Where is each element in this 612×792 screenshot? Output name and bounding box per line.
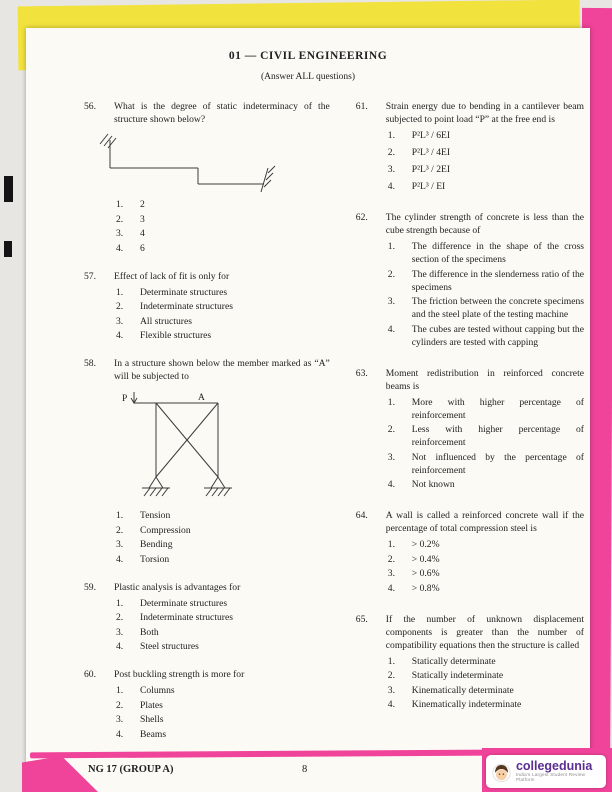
option (116, 329, 330, 342)
question-number: 57. (84, 270, 96, 282)
logo-text (516, 760, 601, 783)
option-number: 2. (387, 268, 395, 280)
option-label: Kinematically indeterminate (411, 699, 522, 710)
option-number: 4. (387, 181, 395, 192)
left-column (84, 100, 330, 756)
option-number: 3. (387, 164, 395, 175)
option-number: 1. (387, 130, 395, 141)
option-label: Not influenced by the percentage of reinforcement (411, 451, 584, 476)
option-number: 2. (116, 301, 124, 312)
option-number: 2. (387, 670, 395, 681)
options-63 (388, 396, 584, 492)
option-label: Kinematically determinate (411, 684, 514, 696)
option (116, 611, 330, 624)
option (116, 286, 330, 299)
option-label: P²L³ / 6EI (411, 130, 451, 141)
option (116, 684, 330, 697)
option-label: The difference in the slenderness ratio of the specimens (411, 268, 584, 293)
question-number: 61. (355, 101, 368, 112)
option-number: 4. (116, 330, 124, 341)
option-label: > 0.2% (411, 539, 440, 550)
option-number: 3. (116, 626, 124, 638)
option-number: 2. (116, 699, 124, 711)
option-label: 6 (140, 242, 145, 254)
scan-artifact-mark (4, 176, 13, 202)
option-number: 2. (116, 213, 124, 225)
option-label: Plates (140, 699, 163, 711)
option-number: 4. (116, 242, 124, 254)
option (116, 699, 330, 712)
option (116, 524, 330, 537)
option-number: 3. (387, 684, 395, 696)
option-number: 4. (387, 582, 395, 594)
question-number: 64. (355, 510, 368, 521)
option-label: 4 (140, 228, 145, 239)
option-label: 2 (140, 199, 145, 210)
question-number: 62. (355, 212, 368, 223)
question-58 (84, 357, 330, 566)
option-label: Statically indeterminate (411, 670, 504, 681)
question-61 (356, 100, 584, 193)
question-62 (356, 211, 584, 349)
option-label: P²L³ / 2EI (411, 164, 451, 175)
option (388, 423, 584, 449)
option (116, 640, 330, 653)
option-label: > 0.6% (411, 568, 440, 579)
option-number: 4. (387, 323, 395, 335)
option-label: Compression (140, 524, 191, 536)
options-58 (116, 509, 330, 566)
option (116, 553, 330, 566)
q58-frame-figure (118, 389, 268, 501)
option (116, 300, 330, 313)
question-number: 63. (355, 367, 368, 379)
options-56 (116, 198, 330, 255)
options-62 (388, 240, 584, 349)
option-label: The cubes are tested without capping but the cylinders are tested with capping (411, 323, 584, 348)
question-64 (356, 509, 584, 595)
option (388, 268, 584, 294)
option (116, 728, 330, 741)
option-number: 1. (387, 396, 395, 408)
option-label: Indeterminate structures (140, 612, 233, 623)
option (388, 146, 584, 159)
option (388, 684, 584, 697)
option-number: 2. (387, 424, 395, 435)
option-label: Torsion (140, 553, 170, 565)
question-text: Moment redistribution in reinforced concrete beams is (385, 367, 584, 392)
option-label: Less with higher percentage of reinforcement (411, 424, 584, 448)
option-number: 4. (387, 479, 395, 490)
question-text: A wall is called a reinforced concrete wall if the percentage of total compression steel is (385, 510, 584, 534)
option-label: Tension (140, 510, 171, 521)
option-number: 3. (387, 568, 395, 579)
options-61 (388, 129, 584, 193)
option (388, 240, 584, 266)
option-number: 4. (116, 728, 124, 740)
question-number: 60. (84, 669, 96, 680)
option (388, 538, 584, 551)
options-59 (116, 597, 330, 654)
option-label: Not known (411, 479, 455, 490)
option (116, 509, 330, 522)
option-number: 4. (116, 553, 124, 565)
option (388, 163, 584, 176)
option (116, 713, 330, 726)
brand-name: collegedunia (515, 759, 593, 774)
option (116, 597, 330, 610)
page-title: 01 — CIVIL ENGINEERING (228, 50, 388, 62)
option (388, 180, 584, 193)
option-number: 3. (387, 296, 395, 307)
page-subtitle: (Answer ALL questions) (260, 72, 356, 82)
option-number: 1. (387, 241, 395, 252)
question-number: 65. (355, 613, 368, 625)
exam-paper (26, 28, 590, 792)
option (116, 227, 330, 240)
options-64 (388, 538, 584, 595)
option (388, 396, 584, 422)
option-label: Statically determinate (411, 655, 496, 667)
q56-structure-figure (96, 132, 286, 194)
option (388, 478, 584, 491)
option-number: 4. (116, 641, 124, 652)
question-text: Post buckling strength is more for (114, 669, 245, 680)
option-label: Determinate structures (140, 286, 228, 298)
option-label: More with higher percentage of reinforcement (411, 396, 584, 421)
option (388, 295, 584, 321)
option-number: 3. (116, 539, 124, 550)
option-label: Both (140, 626, 159, 638)
paper-code: NG 17 (GROUP A) (88, 764, 174, 775)
option-number: 1. (116, 685, 124, 696)
question-59 (84, 581, 330, 654)
question-number: 58. (84, 358, 96, 369)
question-text: The cylinder strength of concrete is less than the cube strength because of (385, 212, 584, 236)
option-label: Beams (140, 728, 167, 740)
option (388, 567, 584, 580)
option-number: 2. (116, 524, 124, 536)
option-number: 2. (116, 612, 124, 623)
option-number: 3. (116, 228, 124, 239)
question-65 (356, 613, 584, 712)
option-label: The difference in the shape of the cross section of the specimens (411, 241, 584, 265)
collegedunia-logo-icon (491, 759, 512, 785)
member-label-a: A (198, 393, 205, 403)
option (388, 582, 584, 595)
option (388, 669, 584, 682)
option-label: 3 (140, 213, 145, 225)
option (388, 129, 584, 142)
option (116, 242, 330, 255)
options-60 (116, 684, 330, 741)
option (116, 198, 330, 211)
question-63 (356, 367, 584, 492)
question-number: 56. (84, 101, 96, 112)
option (388, 698, 584, 711)
option-number: 4. (387, 699, 395, 710)
option-number: 1. (116, 286, 124, 298)
page-number: 8 (302, 764, 308, 775)
option-label: The friction between the concrete specimens and the steel plate of the testing machine (411, 296, 584, 320)
option-label: P²L³ / EI (411, 181, 446, 192)
option (116, 538, 330, 551)
option-number: 2. (387, 147, 395, 158)
option-number: 2. (387, 553, 395, 565)
question-text: If the number of unknown displacement components is greater than the number of compatibility equations then the structure is called (385, 613, 584, 651)
option (116, 626, 330, 639)
question-56 (84, 100, 330, 255)
question-60 (84, 668, 330, 741)
question-text: Plastic analysis is advantages for (114, 581, 241, 593)
option-label: Flexible structures (140, 330, 212, 341)
option-label: Determinate structures (140, 597, 228, 609)
question-number: 59. (84, 581, 96, 593)
option-label: Steel structures (140, 641, 199, 652)
options-65 (388, 655, 584, 712)
option-label: > 0.4% (411, 553, 440, 565)
option (388, 655, 584, 668)
option (388, 451, 584, 477)
option-label: Shells (140, 714, 164, 725)
question-57 (84, 270, 330, 343)
option (116, 213, 330, 226)
option (388, 553, 584, 566)
option-number: 1. (116, 199, 124, 210)
option-number: 1. (387, 655, 395, 667)
option-number: 1. (116, 597, 124, 609)
collegedunia-watermark (486, 755, 606, 788)
option-number: 3. (387, 451, 395, 463)
option-label: Columns (140, 685, 175, 696)
question-text: In a structure shown below the member marked as “A” will be subjected to (114, 358, 330, 382)
option-label: Bending (140, 539, 173, 550)
option (388, 323, 584, 349)
option-label: Indeterminate structures (140, 301, 233, 312)
scan-artifact-mark (4, 241, 12, 257)
option-label: P²L³ / 4EI (411, 147, 451, 158)
options-57 (116, 286, 330, 343)
question-text: Strain energy due to bending in a cantilever beam subjected to point load “P” at the free end is (385, 101, 584, 125)
option-label: All structures (140, 315, 192, 327)
option-label: > 0.8% (411, 582, 440, 594)
question-text: What is the degree of static indeterminacy of the structure shown below? (114, 101, 330, 125)
question-columns (84, 100, 584, 756)
option-number: 1. (116, 510, 124, 521)
right-column (356, 100, 584, 756)
question-text: Effect of lack of fit is only for (114, 270, 230, 282)
option (116, 315, 330, 328)
option-number: 3. (116, 315, 124, 327)
brand-tagline: India's Largest Student Review Platform (515, 772, 586, 783)
option-number: 3. (116, 714, 124, 725)
load-label-p: P (122, 394, 128, 404)
option-number: 1. (387, 539, 395, 550)
